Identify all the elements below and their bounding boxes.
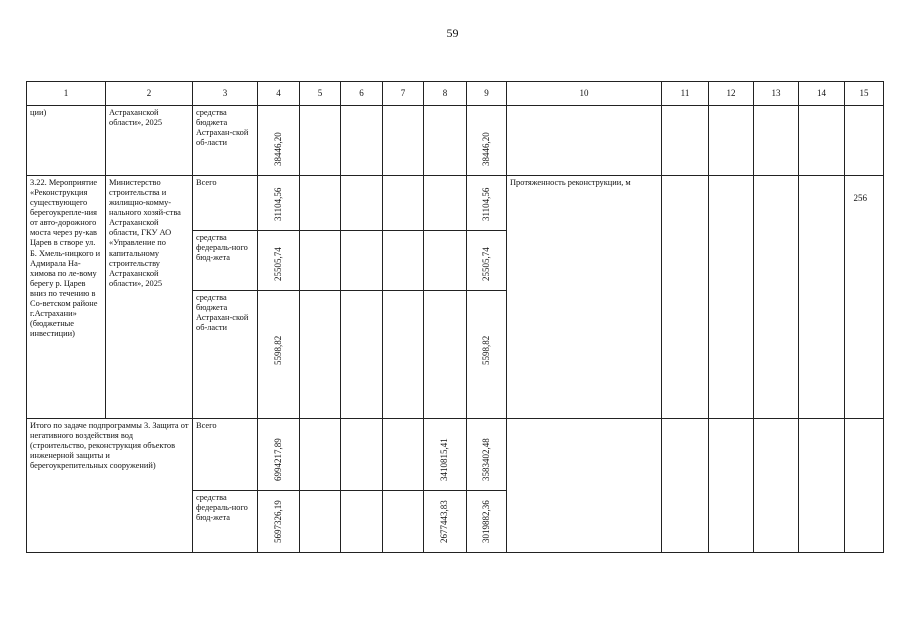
cell-year-value xyxy=(467,231,507,291)
cell-empty xyxy=(709,176,754,419)
cell-empty xyxy=(799,419,845,553)
cell-empty xyxy=(341,231,383,291)
cell-empty xyxy=(341,491,383,553)
cell-empty xyxy=(709,106,754,176)
table-row xyxy=(27,106,884,176)
cell-total xyxy=(258,491,300,553)
cell-total xyxy=(258,176,300,231)
cell-total xyxy=(258,291,300,419)
value-total: 38446,20 xyxy=(272,132,283,166)
cell-total xyxy=(258,231,300,291)
cell-empty xyxy=(341,176,383,231)
cell-target-value: 256 xyxy=(845,176,884,419)
cell-source: Всего xyxy=(193,419,258,491)
cell-empty xyxy=(845,419,884,553)
value-year: 5598,82 xyxy=(480,335,491,365)
header-col-10: 10 xyxy=(507,82,662,106)
cell-source: средства федераль-ного бюд-жета xyxy=(193,231,258,291)
value-year: 25505,74 xyxy=(480,247,491,281)
cell-empty xyxy=(662,419,709,553)
cell-indicator xyxy=(507,106,662,176)
cell-source: средства федераль-ного бюд-жета xyxy=(193,491,258,553)
value-year: 38446,20 xyxy=(480,132,491,166)
cell-empty xyxy=(845,106,884,176)
cell-empty xyxy=(799,176,845,419)
header-col-12: 12 xyxy=(709,82,754,106)
cell-name: ции) xyxy=(27,106,106,176)
header-col-5: 5 xyxy=(300,82,341,106)
cell-empty xyxy=(754,419,799,553)
cell-empty xyxy=(424,231,467,291)
header-col-7: 7 xyxy=(383,82,424,106)
value-year: 2677443,83 xyxy=(439,500,449,543)
cell-empty xyxy=(300,291,341,419)
cell-total-label: Итого по задаче подпрограммы 3. Защита от негативного воздействия вод (строительство, реконструкция объектов инженерной защиты и берегоукрепительных сооружений) xyxy=(27,419,193,553)
header-row xyxy=(27,82,884,106)
cell-empty xyxy=(383,176,424,231)
cell-empty xyxy=(424,176,467,231)
cell-indicator xyxy=(507,419,662,553)
cell-empty xyxy=(341,291,383,419)
cell-executor: Министерство строительства и жилищно-комму-нального хозяй-ства Астраханской области, ГКУ АО «Управление по капитальному строительству Астраханской области», 2025 xyxy=(106,176,193,419)
header-col-4: 4 xyxy=(258,82,300,106)
cell-year-value xyxy=(424,419,467,491)
value-total: 6994217,89 xyxy=(272,438,283,481)
cell-source: средства бюджета Астрахан-ской об-ласти xyxy=(193,106,258,176)
cell-empty xyxy=(300,491,341,553)
header-col-6: 6 xyxy=(341,82,383,106)
value-year: 3019882,36 xyxy=(480,500,491,543)
page-number: 59 xyxy=(446,26,459,40)
header-col-15: 15 xyxy=(845,82,884,106)
cell-empty xyxy=(424,291,467,419)
cell-year-value xyxy=(467,291,507,419)
header-col-14: 14 xyxy=(799,82,845,106)
cell-empty xyxy=(383,291,424,419)
cell-year-value xyxy=(467,176,507,231)
cell-empty xyxy=(300,419,341,491)
cell-year-value xyxy=(467,106,507,176)
cell-empty xyxy=(383,419,424,491)
cell-empty xyxy=(300,231,341,291)
header-col-3: 3 xyxy=(193,82,258,106)
cell-indicator: Протяженность реконструкции, м xyxy=(507,176,662,419)
header-col-11: 11 xyxy=(662,82,709,106)
budget-table xyxy=(26,81,884,553)
table-row-total xyxy=(27,419,884,491)
cell-empty xyxy=(383,491,424,553)
value-year: 3583402,48 xyxy=(480,438,491,481)
cell-total xyxy=(258,419,300,491)
cell-empty xyxy=(754,106,799,176)
cell-source: средства бюджета Астрахан-ской об-ласти xyxy=(193,291,258,419)
cell-year-value xyxy=(467,491,507,553)
value-total: 5697326,19 xyxy=(272,500,283,543)
cell-source: Всего xyxy=(193,176,258,231)
cell-empty xyxy=(341,106,383,176)
cell-empty xyxy=(383,231,424,291)
value-year: 31104,56 xyxy=(480,187,491,221)
table-row xyxy=(27,176,884,231)
header-col-9: 9 xyxy=(467,82,507,106)
cell-year-value xyxy=(424,491,467,553)
cell-empty xyxy=(341,419,383,491)
cell-empty xyxy=(799,106,845,176)
cell-empty xyxy=(383,106,424,176)
value-total: 25505,74 xyxy=(272,247,283,281)
cell-empty xyxy=(300,106,341,176)
cell-empty xyxy=(662,176,709,419)
cell-year-value xyxy=(467,419,507,491)
cell-measure-name: 3.22. Мероприятие «Реконструкция существующего берегоукрепле-ния от авто-дорожного моста через ру-кав Царев в створе ул. Б. Хмель-ницкого и Адмирала На-химова по ле-вому берегу р. Царев вниз по течению в Со-ветском районе г.Астрахани» (бюджетные инвестиции) xyxy=(27,176,106,419)
cell-empty xyxy=(424,106,467,176)
value-total: 5598,82 xyxy=(272,335,283,365)
cell-empty xyxy=(662,106,709,176)
header-col-2: 2 xyxy=(106,82,193,106)
header-col-8: 8 xyxy=(424,82,467,106)
cell-executor: Астраханской области», 2025 xyxy=(106,106,193,176)
cell-empty xyxy=(300,176,341,231)
cell-empty xyxy=(709,419,754,553)
cell-empty xyxy=(754,176,799,419)
header-col-13: 13 xyxy=(754,82,799,106)
cell-total xyxy=(258,106,300,176)
value-year: 3410815,41 xyxy=(439,438,449,481)
header-col-1: 1 xyxy=(27,82,106,106)
value-total: 31104,56 xyxy=(272,187,283,221)
